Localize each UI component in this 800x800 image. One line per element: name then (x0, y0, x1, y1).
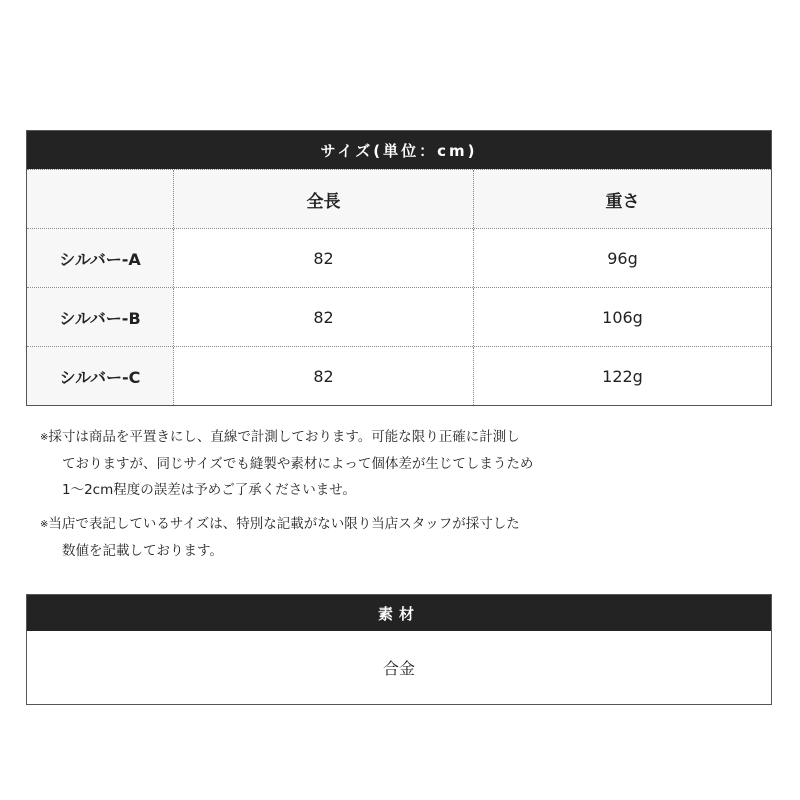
row-label: シルバー-C (27, 347, 173, 405)
length-value: 82 (173, 347, 473, 405)
length-value: 82 (173, 288, 473, 346)
table-row (27, 228, 771, 287)
note-size-notation (40, 511, 533, 564)
header-empty-cell (27, 170, 173, 228)
note-line: ※当店で表記しているサイズは、特別な記載がない限り当店スタッフが採寸した (40, 516, 520, 532)
material-value: 合金 (382, 659, 415, 678)
material-table-title: 素材 (27, 595, 771, 631)
note-measurement (40, 424, 533, 503)
note-line: ※採寸は商品を平置きにし、直線で計測しております。可能な限り正確に計測し (40, 429, 520, 445)
size-table (26, 130, 772, 406)
note-line: 数値を記載しております。 (62, 543, 223, 559)
header-length: 全長 (173, 170, 473, 228)
material-table (26, 594, 772, 705)
note-line: 1〜2cm程度の誤差は予めご了承くださいませ。 (62, 482, 356, 498)
table-row (27, 287, 771, 346)
row-label: シルバー-B (27, 288, 173, 346)
table-row (27, 346, 771, 405)
length-value: 82 (173, 229, 473, 287)
note-mark: ※ (40, 432, 49, 443)
notes (40, 424, 533, 572)
size-table-header-row (27, 169, 771, 228)
note-mark: ※ (40, 519, 49, 530)
weight-value: 96g (473, 229, 771, 287)
weight-value: 122g (473, 347, 771, 405)
note-line: ておりますが、同じサイズでも縫製や素材によって個体差が生じてしまうため (62, 456, 534, 472)
header-weight: 重さ (473, 170, 771, 228)
row-label: シルバー-A (27, 229, 173, 287)
weight-value: 106g (473, 288, 771, 346)
size-table-title: サイズ(単位：cm) (27, 131, 771, 169)
